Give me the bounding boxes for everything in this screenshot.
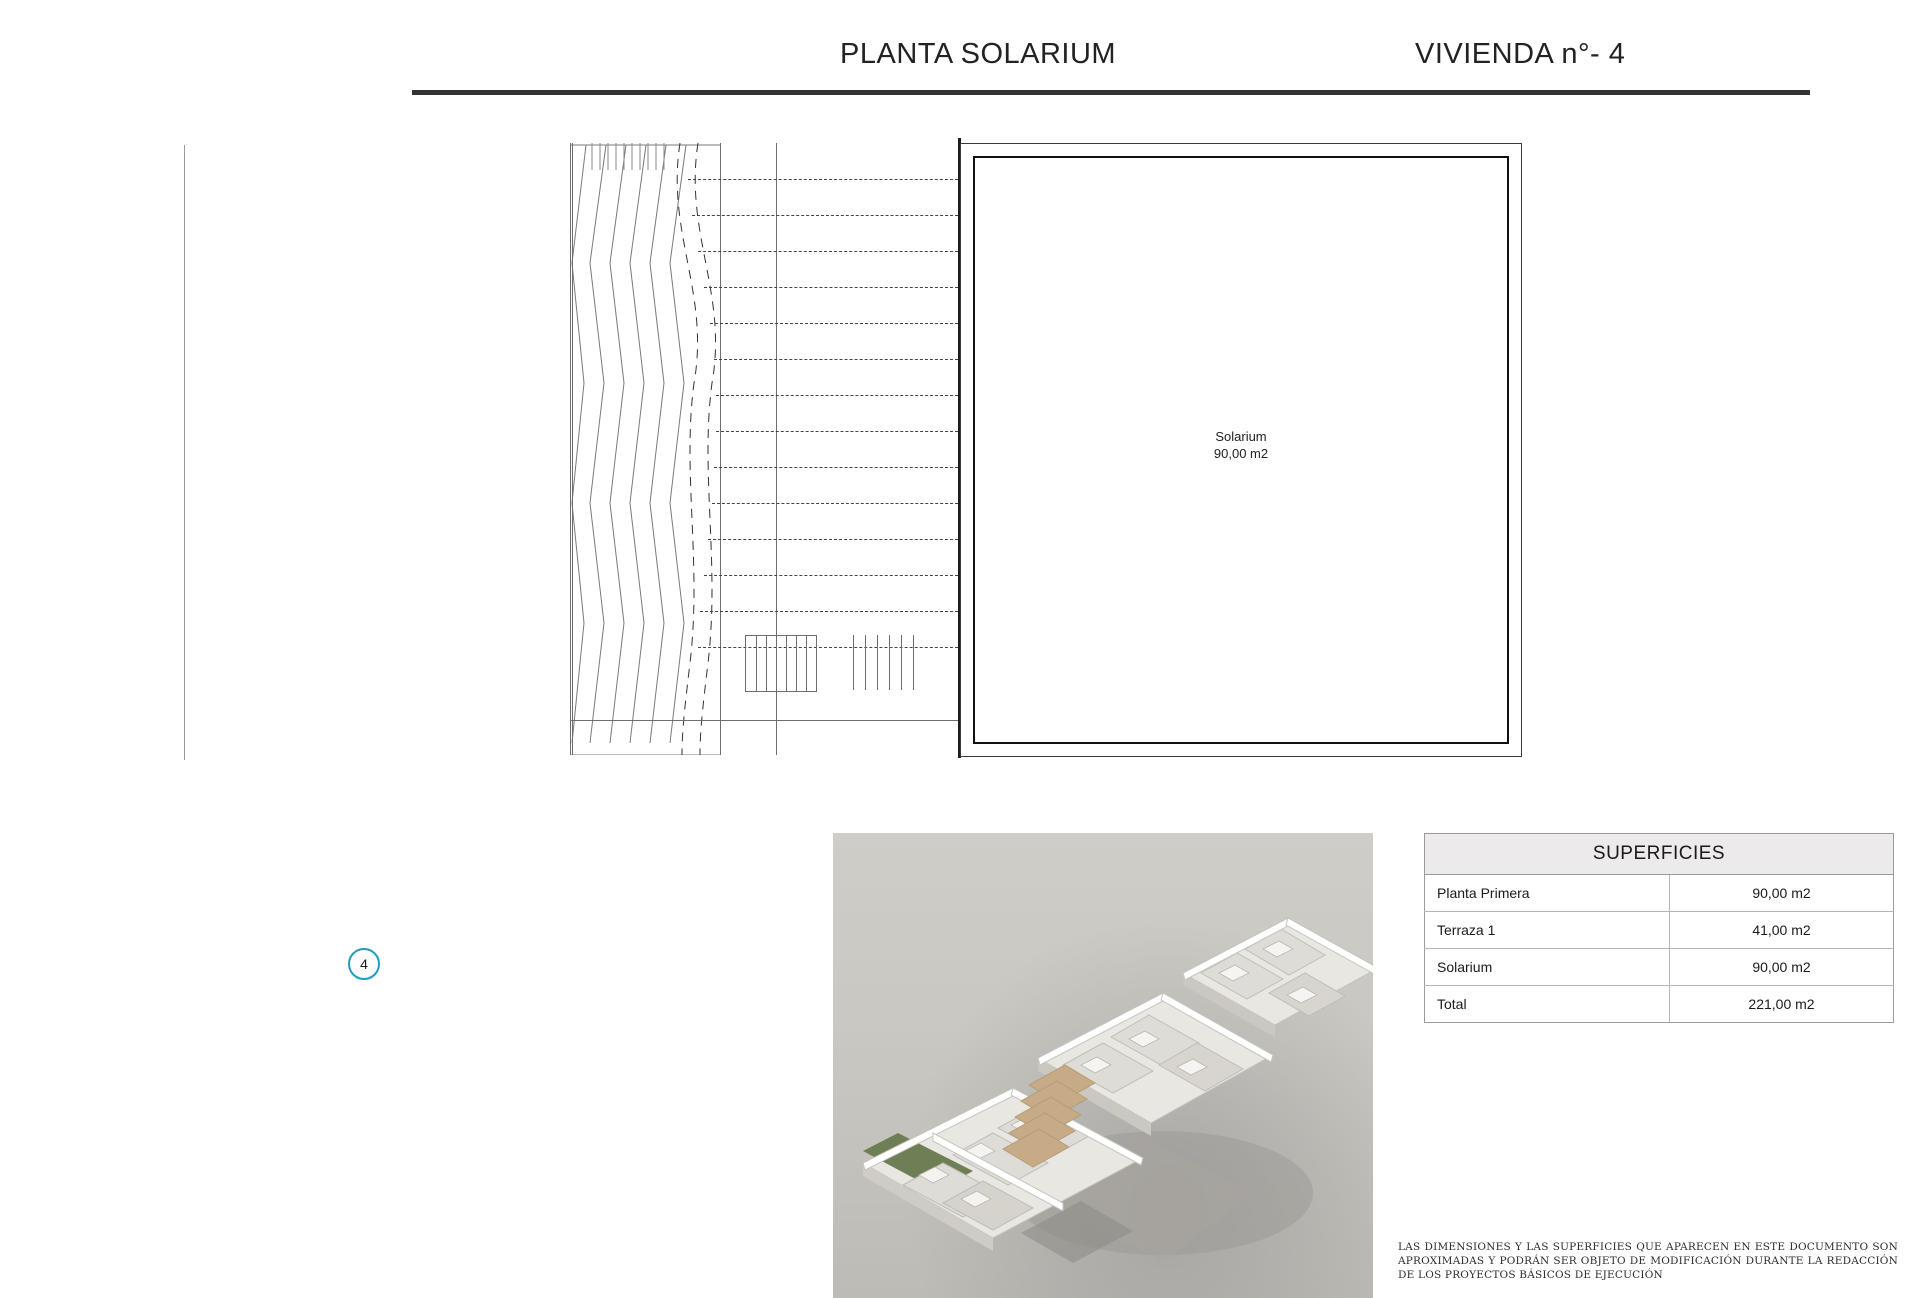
surface-value: 90,00 m2 <box>1670 875 1894 912</box>
building-3d-render <box>833 833 1373 1298</box>
plan-dash-rung <box>688 179 958 180</box>
room-area: 90,00 m2 <box>1213 446 1269 461</box>
surface-value: 221,00 m2 <box>1670 986 1894 1023</box>
surface-value: 90,00 m2 <box>1670 949 1894 986</box>
plan-reference-line <box>184 145 185 760</box>
plan-dash-rung <box>698 251 958 252</box>
surfaces-table-header-row <box>1425 834 1894 875</box>
plan-dash-rung <box>692 215 958 216</box>
floor-plan-drawing <box>0 110 1920 790</box>
table-row <box>1425 912 1894 949</box>
table-row <box>1425 986 1894 1023</box>
surfaces-table <box>1424 833 1894 1023</box>
plan-dash-rung <box>714 467 958 468</box>
surface-value: 41,00 m2 <box>1670 912 1894 949</box>
plan-dash-rung <box>704 575 958 576</box>
table-row <box>1425 875 1894 912</box>
legal-disclaimer: LAS DIMENSIONES Y LAS SUPERFICIES QUE APARECEN EN ESTE DOCUMENTO SON APROXIMADAS Y PODRÁN SER OBJETO DE MODIFICACIÓN DURANTE LA REDACCIÓN DE LOS PROYECTOS BÁSICOS DE EJECUCIÓN <box>1398 1241 1898 1281</box>
surface-label: Terraza 1 <box>1425 912 1670 949</box>
header-divider <box>412 90 1810 95</box>
render-illustration <box>833 833 1373 1298</box>
plan-title: PLANTA SOLARIUM <box>840 38 1117 70</box>
surface-label: Total <box>1425 986 1670 1023</box>
plan-dash-rung <box>712 503 958 504</box>
plan-dash-rung <box>716 431 958 432</box>
surface-label: Planta Primera <box>1425 875 1670 912</box>
plan-dash-rung <box>714 359 958 360</box>
room-label <box>975 428 1507 462</box>
unit-marker-badge <box>348 948 380 980</box>
solarium-room-outline <box>960 143 1522 757</box>
plan-dash-rung <box>716 395 958 396</box>
surfaces-table-title: SUPERFICIES <box>1425 834 1894 875</box>
unit-title: VIVIENDA n°- 4 <box>1415 38 1626 70</box>
unit-marker-number: 4 <box>360 956 368 972</box>
stair-hatch-right <box>845 635 925 690</box>
surface-label: Solarium <box>1425 949 1670 986</box>
plan-dash-rung <box>704 287 958 288</box>
stair-hatch-left <box>745 635 817 692</box>
table-row <box>1425 949 1894 986</box>
sheet-header <box>0 0 1920 110</box>
plan-dash-rung <box>710 323 958 324</box>
plan-dash-rung <box>700 611 958 612</box>
plan-dash-rung <box>708 539 958 540</box>
solarium-room-interior <box>973 156 1509 744</box>
room-name: Solarium <box>1215 429 1267 444</box>
plan-bottom-rule <box>570 720 960 721</box>
